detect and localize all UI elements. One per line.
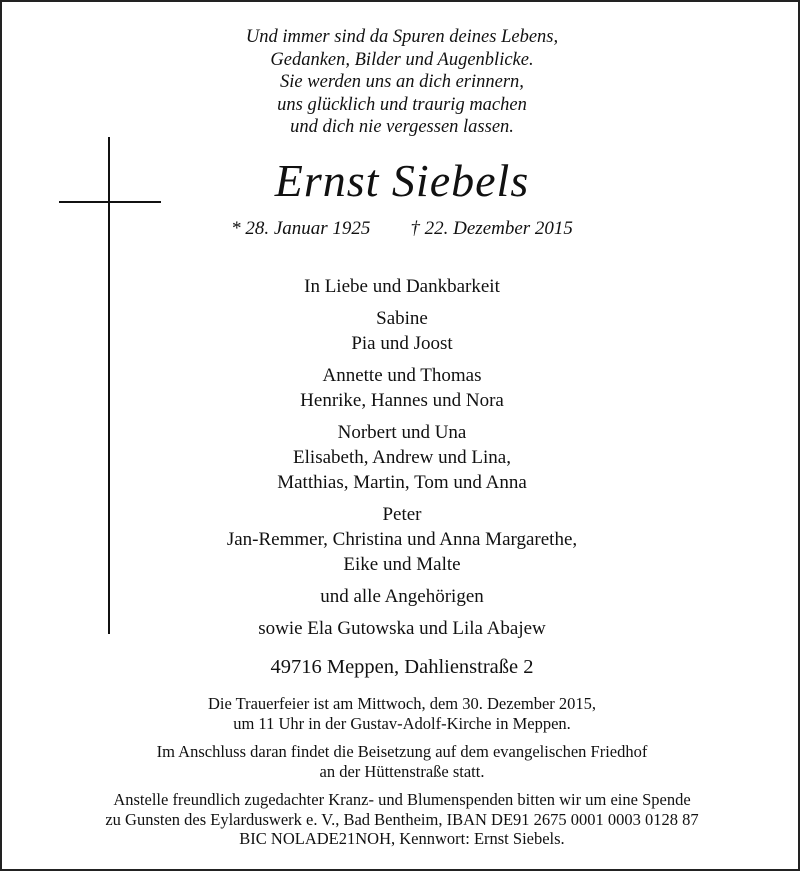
memorial-poem xyxy=(2,26,800,139)
note-line: an der Hüttenstraße statt. xyxy=(319,761,485,781)
death-date: † 22. Dezember 2015 xyxy=(410,218,573,239)
family-group xyxy=(2,363,800,413)
poem-line: und dich nie vergessen lassen. xyxy=(290,117,514,137)
donation-note xyxy=(2,790,800,849)
family-line: Pia und Joost xyxy=(351,333,453,354)
relatives-line: und alle Angehörigen xyxy=(320,586,484,607)
life-dates xyxy=(2,218,800,240)
family-line: Matthias, Martin, Tom und Anna xyxy=(277,472,527,493)
mourners-intro: In Liebe und Dankbarkeit xyxy=(304,276,500,297)
note-line: Die Trauerfeier ist am Mittwoch, dem 30. Dezember 2015, xyxy=(207,694,597,713)
note-line: zu Gunsten des Eylarduswerk e. V., Bad Bentheim, IBAN DE91 2675 0001 0003 0128 87 xyxy=(105,809,699,829)
family-line: Henrike, Hannes und Nora xyxy=(300,390,504,411)
service-notes xyxy=(2,694,800,858)
birth-date: * 28. Januar 1925 xyxy=(231,218,371,239)
family-line: Peter xyxy=(382,504,422,525)
deceased-name: Ernst Siebels xyxy=(274,155,530,206)
others-line: sowie Ela Gutowska und Lila Abajew xyxy=(258,618,546,639)
note-line: Im Anschluss daran findet die Beisetzung auf dem evangelischen Friedhof xyxy=(156,742,648,761)
poem-line: Und immer sind da Spuren deines Lebens, xyxy=(245,27,559,47)
family-line: Annette und Thomas xyxy=(322,365,482,386)
family-line: Jan-Remmer, Christina und Anna Margarethe, xyxy=(226,529,578,550)
family-group xyxy=(2,306,800,356)
burial-note xyxy=(2,742,800,781)
funeral-service-note xyxy=(2,694,800,733)
family-group xyxy=(2,420,800,495)
family-line: Elisabeth, Andrew und Lina, xyxy=(293,447,511,468)
family-group xyxy=(2,502,800,577)
family-line: Eike und Malte xyxy=(343,554,461,575)
family-address: 49716 Meppen, Dahlienstraße 2 xyxy=(270,656,534,678)
family-line: Norbert und Una xyxy=(337,422,467,443)
note-line: Anstelle freundlich zugedachter Kranz- und Blumenspenden bitten wir um eine Spende xyxy=(113,790,691,809)
poem-line: uns glücklich und traurig machen xyxy=(277,94,527,115)
note-line: um 11 Uhr in der Gustav-Adolf-Kirche in Meppen. xyxy=(233,713,571,733)
mourners-list xyxy=(2,274,800,641)
family-line: Sabine xyxy=(376,308,428,329)
poem-line: Gedanken, Bilder und Augenblicke. xyxy=(270,49,534,70)
poem-line: Sie werden uns an dich erinnern, xyxy=(280,72,524,92)
note-line: BIC NOLADE21NOH, Kennwort: Ernst Siebels. xyxy=(239,829,565,848)
